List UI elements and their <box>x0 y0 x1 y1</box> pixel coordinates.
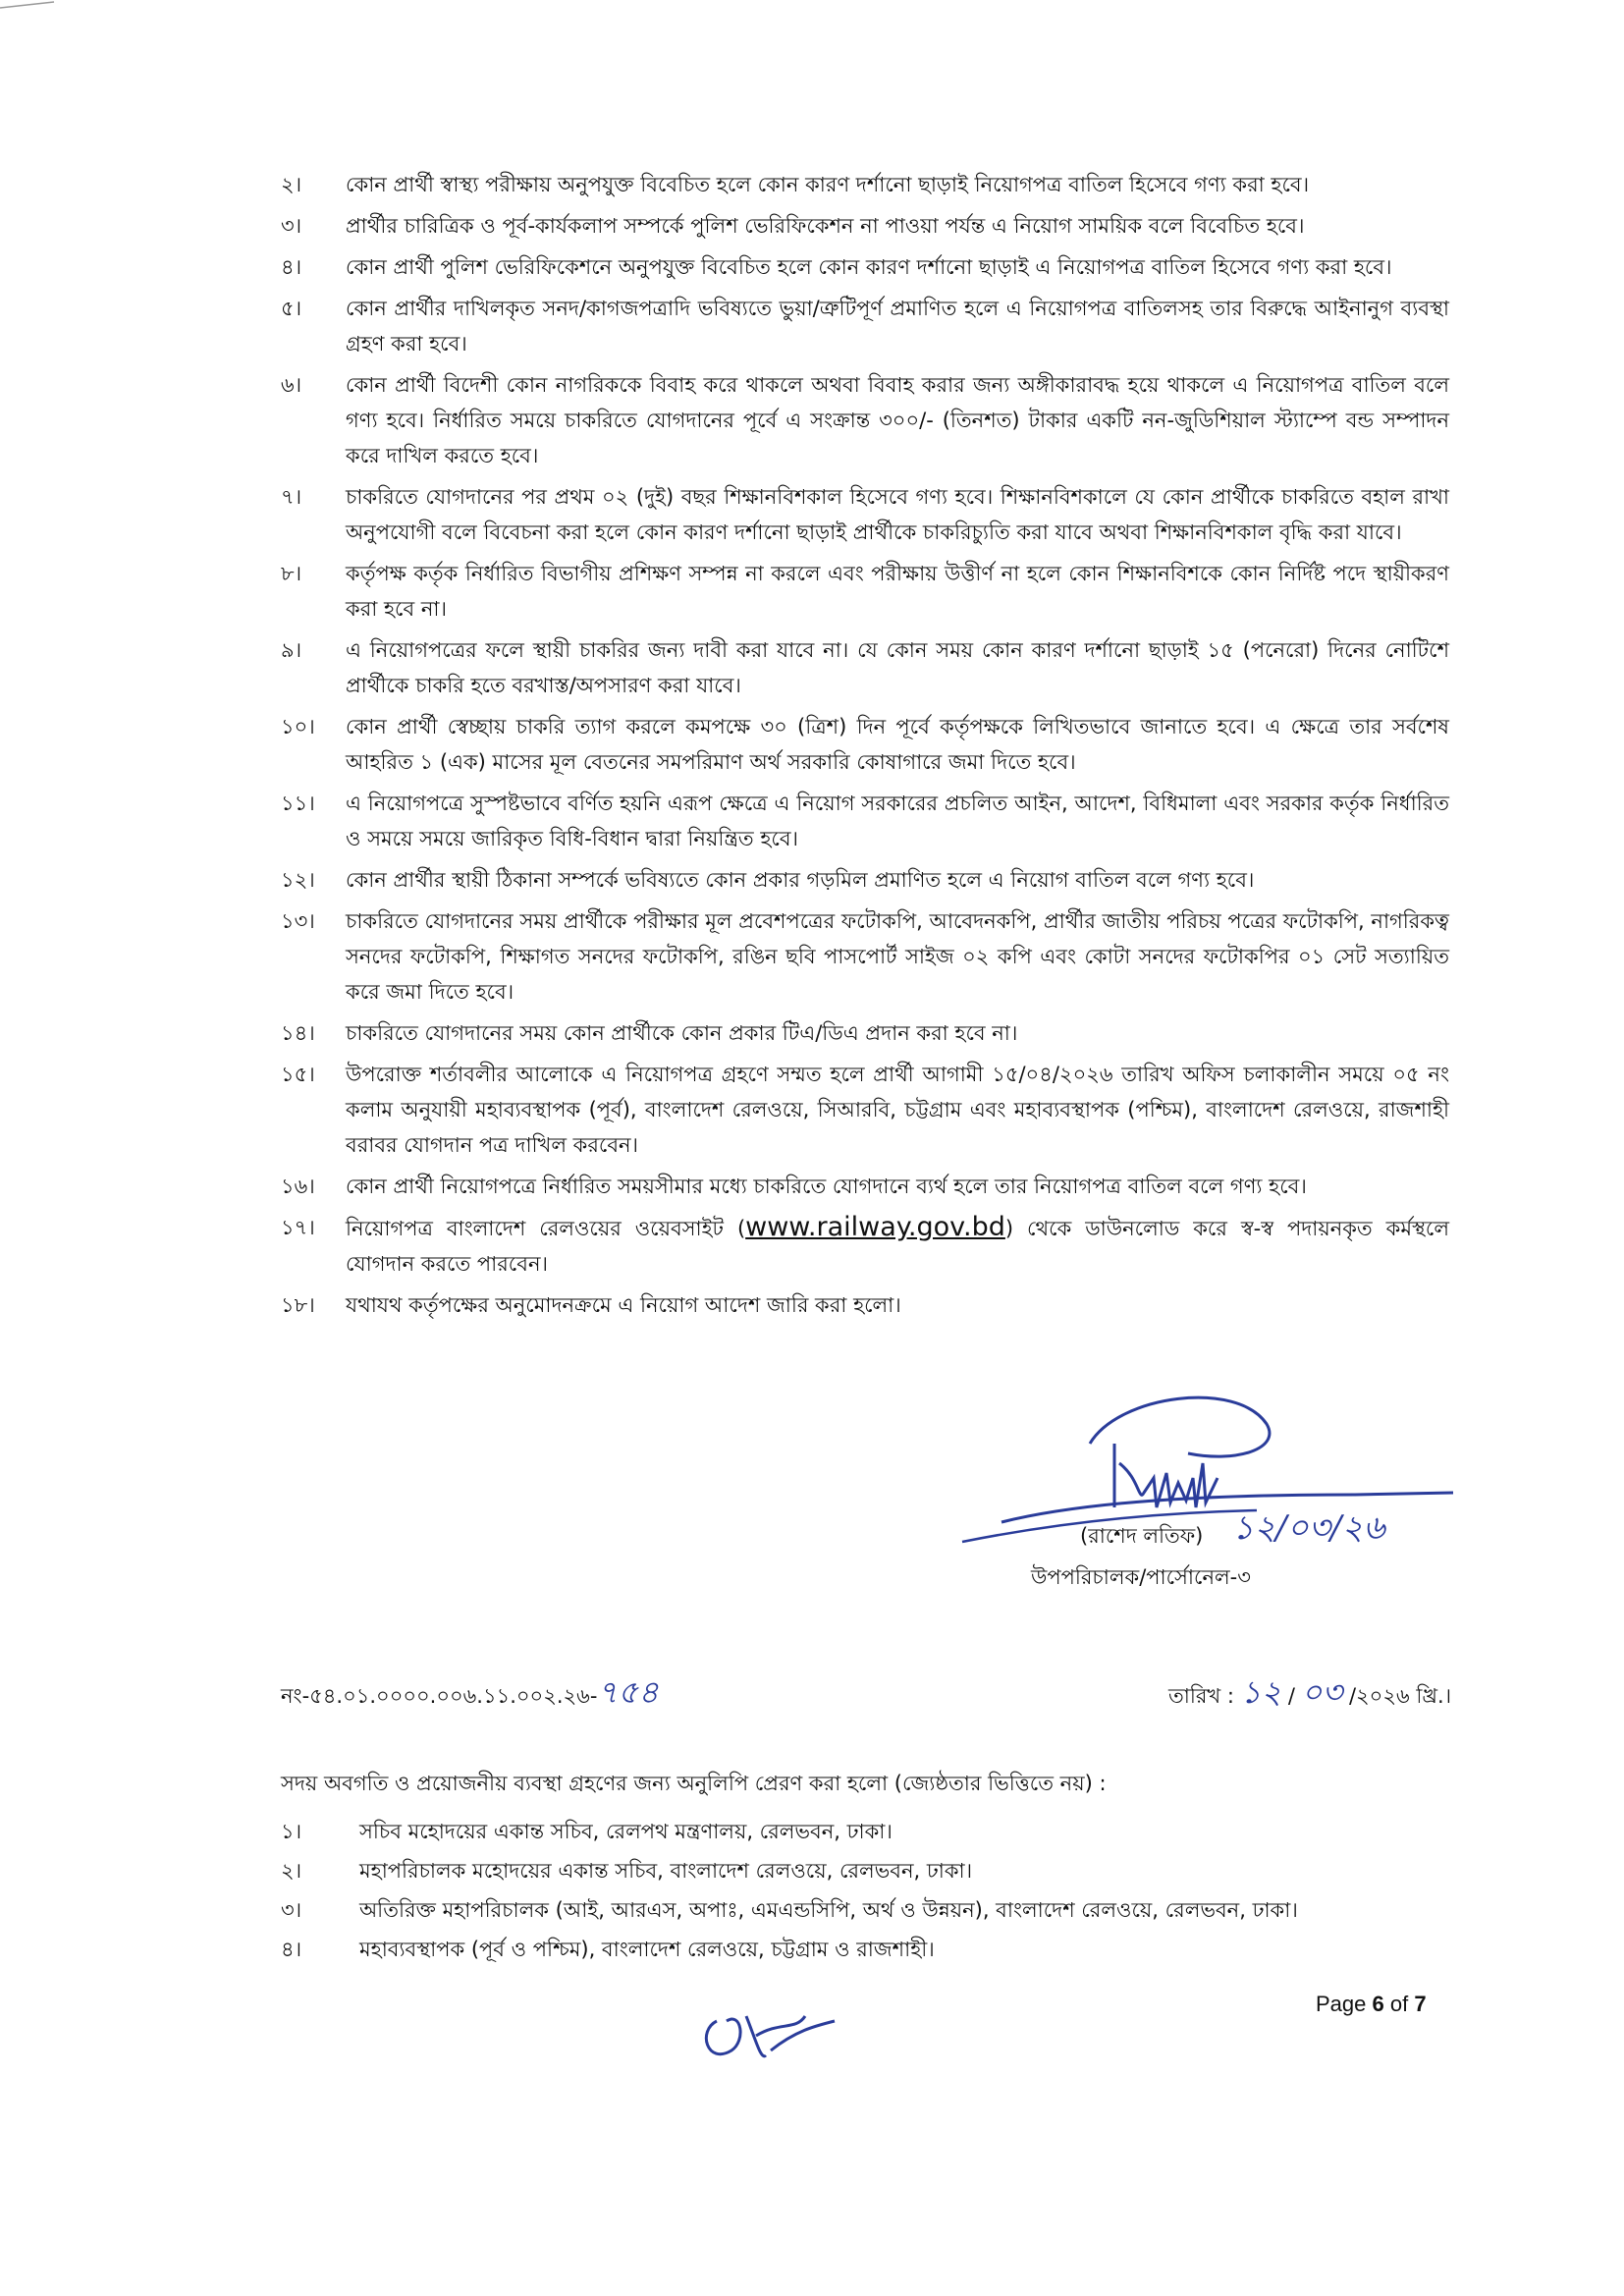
copy-number: ২। <box>281 1859 302 1883</box>
condition-text: কোন প্রার্থীর দাখিলকৃত সনদ/কাগজপত্রাদি ভবিষ্যতে ভুয়া/ত্রুটিপূর্ণ প্রমাণিত হলে এ নিয়োগপত্র বাতিলসহ তার বিরুদ্ধে আইনানুগ ব্যবস্থা গ্রহণ করা হবে। <box>346 297 1449 355</box>
condition-item <box>281 249 1449 285</box>
condition-number: ১৪। <box>281 1021 315 1045</box>
condition-number: ৮। <box>281 562 302 585</box>
condition-text: উপরোক্ত শর্তাবলীর আলোকে এ নিয়োগপত্র গ্রহণে সম্মত হলে প্রার্থী আগামী ১৫/০৪/২০২৬ তারিখ অফিস চলাকালীন সময়ে ০৫ নং কলাম অনুযায়ী মহাব্যবস্থাপক (পূর্ব), বাংলাদেশ রেলওয়ে, সিআরবি, চট্টগ্রাম এবং মহাব্যবস্থাপক (পশ্চিম), বাংলাদেশ রেলওয়ে, রাজশাহী বরাবর যোগদান পত্র দাখিল করবেন। <box>346 1063 1449 1157</box>
page-of: of <box>1389 1992 1409 2016</box>
scan-edge-mark <box>0 0 59 20</box>
condition-number: ৭। <box>281 485 302 509</box>
condition-text: এ নিয়োগপত্রে সুস্পষ্টভাবে বর্ণিত হয়নি এরূপ ক্ষেত্রে এ নিয়োগ সরকারের প্রচলিত আইন, আদেশ, বিধিমালা এবং সরকার কর্তৃক নির্ধারিত ও সময়ে সময়ে জারিকৃত বিধি-বিধান দ্বারা নিয়ন্ত্রিত হবে। <box>346 792 1449 850</box>
condition-item <box>281 1287 1449 1323</box>
condition-item <box>281 167 1449 202</box>
memo-number <box>281 1667 659 1721</box>
condition-text: যথাযথ কর্তৃপক্ষের অনুমোদনক্রমে এ নিয়োগ আদেশ জারি করা হলো। <box>346 1293 901 1317</box>
condition-item <box>281 862 1449 898</box>
copy-item <box>281 1851 1459 1890</box>
copy-number: ৩। <box>281 1898 302 1922</box>
page-total: 7 <box>1414 1992 1427 2016</box>
condition-number: ৪। <box>281 255 302 279</box>
memo-date-month: ০৩ <box>1301 1673 1343 1711</box>
copy-text: অতিরিক্ত মহাপরিচালক (আই, আরএস, অপাঃ, এমএন্ডসিপি, অর্থ ও উন্নয়ন), বাংলাদেশ রেলওয়ে, রেলভবন, ঢাকা। <box>359 1898 1298 1922</box>
condition-text: চাকরিতে যোগদানের সময় প্রার্থীকে পরীক্ষার মূল প্রবেশপত্রের ফটোকপি, আবেদনকপি, প্রার্থীর জাতীয় পরিচয় পত্রের ফটোকপি, নাগরিকত্ব সনদের ফটোকপি, শিক্ষাগত সনদের ফটোকপি, রঙিন ছবি পাসপোর্ট সাইজ ০২ কপি এবং কোটা সনদের ফটোকপির ০১ সেট সত্যায়িত করে জমা দিতে হবে। <box>346 909 1449 1004</box>
condition-number: ১৫। <box>281 1063 315 1086</box>
railway-website-link[interactable]: www.railway.gov.bd <box>745 1212 1005 1242</box>
copy-number: ৪। <box>281 1938 302 1961</box>
condition-number: ১০। <box>281 715 315 738</box>
condition-item <box>281 709 1449 780</box>
copy-item <box>281 1890 1459 1930</box>
memo-number-prefix: নং-৫৪.০১.০০০০.০০৬.১১.০০২.২৬- <box>281 1684 598 1708</box>
page-current: 6 <box>1372 1992 1384 2016</box>
condition-text: কর্তৃপক্ষ কর্তৃক নির্ধারিত বিভাগীয় প্রশিক্ষণ সম্পন্ন না করলে এবং পরীক্ষায় উত্তীর্ণ না হলে কোন শিক্ষানবিশকে কোন নির্দিষ্ট পদে স্থায়ীকরণ করা হবে না। <box>346 562 1449 621</box>
memo-number-handwritten: ৭৫৪ <box>597 1673 659 1711</box>
condition-text <box>346 1210 1449 1282</box>
signer-handwritten-date: ১২/০৩/২৬ <box>1232 1508 1385 1548</box>
page-number <box>1316 1992 1427 2017</box>
signer-name: (রাশেদ লতিফ) <box>1080 1524 1204 1548</box>
condition-item <box>281 1210 1449 1282</box>
condition-item <box>281 1015 1449 1051</box>
condition-text: চাকরিতে যোগদানের সময় কোন প্রার্থীকে কোন প্রকার টিএ/ডিএ প্রদান করা হবে না। <box>346 1021 1018 1045</box>
condition-text: কোন প্রার্থী পুলিশ ভেরিফিকেশনে অনুপযুক্ত বিবেচিত হলে কোন কারণ দর্শানো ছাড়াই এ নিয়োগপত্র বাতিল হিসেবে গণ্য করা হবে। <box>346 255 1392 279</box>
condition-number: ৯। <box>281 638 302 662</box>
condition-item <box>281 1169 1449 1204</box>
copy-number: ১। <box>281 1820 302 1843</box>
condition-text: কোন প্রার্থী স্বাস্থ্য পরীক্ষায় অনুপযুক্ত বিবেচিত হলে কোন কারণ দর্শানো ছাড়াই নিয়োগপত্র বাতিল হিসেবে গণ্য করা হবে। <box>346 173 1310 196</box>
condition-number: ২। <box>281 173 302 196</box>
memo-date-separator: / <box>1281 1684 1302 1708</box>
condition-number: ১৩। <box>281 909 315 933</box>
condition-item <box>281 556 1449 627</box>
memo-date-label: তারিখ : <box>1168 1684 1234 1708</box>
initials-signature <box>687 1982 844 2070</box>
condition-text-after-url: ) থেকে ডাউনলোড করে স্ব-স্ব পদায়নকৃত কর্মস্থলে যোগদান করতে পারবেন। <box>346 1217 1449 1276</box>
condition-number: ৫। <box>281 297 302 320</box>
signer-title: উপপরিচালক/পার্সোনেল-৩ <box>1031 1565 1251 1589</box>
condition-item <box>281 786 1449 856</box>
condition-item <box>281 1057 1449 1163</box>
memo-date-day: ১২ <box>1240 1673 1282 1711</box>
condition-item <box>281 367 1449 473</box>
condition-number: ১১। <box>281 792 315 815</box>
condition-item <box>281 903 1449 1010</box>
copy-intro: সদয় অবগতি ও প্রয়োজনীয় ব্যবস্থা গ্রহণের জন্য অনুলিপি প্রেরণ করা হলো (জ্যেষ্ঠতার ভিত্তিতে নয়) : <box>281 1772 1107 1795</box>
condition-text: চাকরিতে যোগদানের পর প্রথম ০২ (দুই) বছর শিক্ষানবিশকাল হিসেবে গণ্য হবে। শিক্ষানবিশকালে যে কোন প্রার্থীকে চাকরিতে বহাল রাখা অনুপযোগী বলে বিবেচনা করা হলে কোন কারণ দর্শানো ছাড়াই প্রার্থীকে চাকরিচ্যুতি করা যাবে অথবা শিক্ষানবিশকাল বৃদ্ধি করা যাবে। <box>346 485 1449 544</box>
copy-item <box>281 1812 1459 1851</box>
condition-number: ১৬। <box>281 1175 315 1198</box>
condition-number: ১৭। <box>281 1216 315 1239</box>
condition-number: ৬। <box>281 373 302 397</box>
copy-list <box>281 1812 1459 1969</box>
condition-text: কোন প্রার্থী স্বেচ্ছায় চাকরি ত্যাগ করলে কমপক্ষে ৩০ (ত্রিশ) দিন পূর্বে কর্তৃপক্ষকে লিখিতভাবে জানাতে হবে। এ ক্ষেত্রে তার সর্বশেষ আহরিত ১ (এক) মাসের মূল বেতনের সমপরিমাণ অর্থ সরকারি কোষাগারে জমা দিতে হবে। <box>346 715 1449 774</box>
condition-text: কোন প্রার্থীর স্থায়ী ঠিকানা সম্পর্কে ভবিষ্যতে কোন প্রকার গড়মিল প্রমাণিত হলে এ নিয়োগ বাতিল বলে গণ্য হবে। <box>346 868 1255 892</box>
condition-number: ১৮। <box>281 1293 315 1317</box>
condition-item <box>281 632 1449 703</box>
condition-text: কোন প্রার্থী নিয়োগপত্রে নির্ধারিত সময়সীমার মধ্যে চাকরিতে যোগদানে ব্যর্থ হলে তার নিয়োগপত্র বাতিল বলে গণ্য হবে। <box>346 1175 1307 1198</box>
condition-item <box>281 479 1449 550</box>
condition-item <box>281 208 1449 244</box>
condition-text: প্রার্থীর চারিত্রিক ও পূর্ব-কার্যকলাপ সম্পর্কে পুলিশ ভেরিফিকেশন না পাওয়া পর্যন্ত এ নিয়োগ সাময়িক বলে বিবেচিত হবে। <box>346 214 1305 238</box>
memo-date-suffix: /২০২৬ খ্রি.। <box>1342 1684 1452 1708</box>
copy-item <box>281 1930 1459 1969</box>
condition-text: কোন প্রার্থী বিদেশী কোন নাগরিককে বিবাহ করে থাকলে অথবা বিবাহ করার জন্য অঙ্গীকারাবদ্ধ হয়ে থাকলে এ নিয়োগপত্র বাতিল বলে গণ্য হবে। নির্ধারিত সময়ে চাকরিতে যোগদানের পূর্বে এ সংক্রান্ত ৩০০/- (তিনশত) টাকার একটি নন-জুডিশিয়াল স্ট্যাম্পে বন্ড সম্পাদন করে দাখিল করতে হবে। <box>346 373 1449 467</box>
condition-number: ৩। <box>281 214 302 238</box>
copy-text: মহাব্যবস্থাপক (পূর্ব ও পশ্চিম), বাংলাদেশ রেলওয়ে, চট্টগ্রাম ও রাজশাহী। <box>359 1938 935 1961</box>
condition-item <box>281 291 1449 361</box>
condition-text-before-url: নিয়োগপত্র বাংলাদেশ রেলওয়ের ওয়েবসাইট ( <box>346 1217 746 1240</box>
condition-number: ১২। <box>281 868 315 892</box>
conditions-list <box>281 167 1449 1329</box>
copy-text: সচিব মহোদয়ের একান্ত সচিব, রেলপথ মন্ত্রণালয়, রেলভবন, ঢাকা। <box>359 1820 893 1843</box>
page-word: Page <box>1316 1992 1367 2016</box>
copy-text: মহাপরিচালক মহোদয়ের একান্ত সচিব, বাংলাদেশ রেলওয়ে, রেলভবন, ঢাকা। <box>359 1859 973 1883</box>
condition-text: এ নিয়োগপত্রের ফলে স্থায়ী চাকরির জন্য দাবী করা যাবে না। যে কোন সময় কোন কারণ দর্শানো ছাড়াই ১৫ (পনেরো) দিনের নোটিশে প্রার্থীকে চাকরি হতে বরখাস্ত/অপসারণ করা যাবে। <box>346 638 1449 697</box>
memo-date <box>1168 1667 1451 1721</box>
